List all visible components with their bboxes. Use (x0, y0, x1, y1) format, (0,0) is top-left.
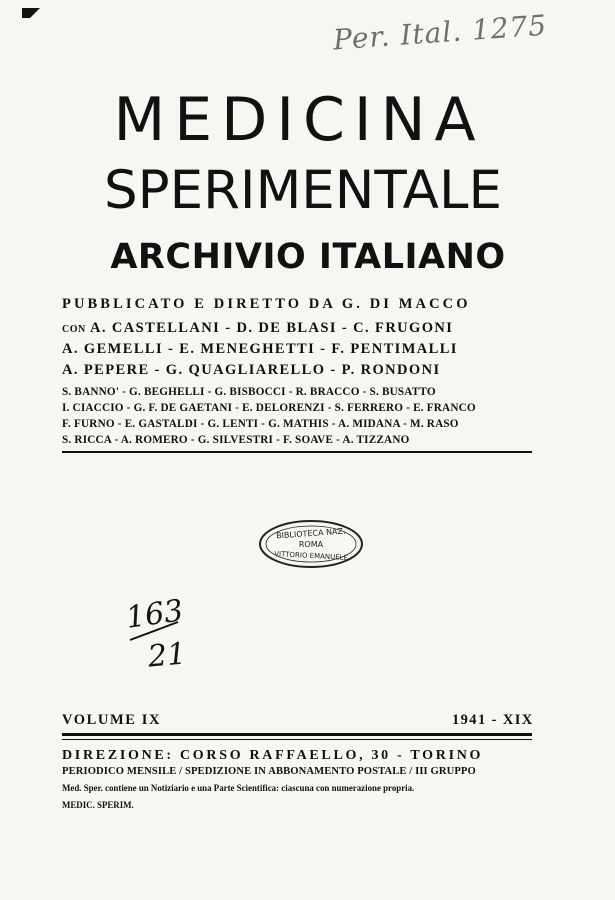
corner-mark-icon (22, 8, 40, 18)
contributors-line: I. CIACCIO - G. F. DE GAETANI - E. DELORENZI - S. FERRERO - E. FRANCO (62, 402, 476, 414)
journal-abbreviation: MEDIC. SPERIM. (62, 800, 134, 810)
contributors-line: S. BANNO' - G. BEGHELLI - G. BISBOCCI - R. BRACCO - S. BUSATTO (62, 386, 436, 398)
collaborators-line-1 (62, 320, 532, 337)
stamp-line2: ROMA (298, 540, 324, 549)
contributors-line: F. FURNO - E. GASTALDI - G. LENTI - G. MATHIS - A. MIDANA - M. RASO (62, 418, 459, 430)
collaborators-names-1: A. CASTELLANI - D. DE BLASI - C. FRUGONI (89, 320, 454, 336)
volume-label: VOLUME IX (62, 712, 162, 728)
contributors-line: S. RICCA - A. ROMERO - G. SILVESTRI - F. SOAVE - A. TIZZANO (62, 434, 410, 446)
stamp-line3: VITTORIO EMANUELE (274, 550, 349, 562)
journal-subtitle: ARCHIVIO ITALIANO (110, 237, 506, 277)
collaborators-prefix: CON (62, 324, 86, 335)
content-note: Med. Sper. contiene un Notiziario e una Parte Scientifica: ciascuna con numerazione propria. (62, 783, 415, 793)
library-stamp (258, 519, 364, 569)
stamp-line1: BIBLIOTECA NAZ. (275, 526, 346, 541)
journal-title-line1: MEDICINA (113, 85, 485, 155)
collaborators-line-3: A. PEPERE - G. QUAGLIARELLO - P. RONDONI (62, 362, 441, 378)
collaborators-line-2: A. GEMELLI - E. MENEGHETTI - F. PENTIMALLI (62, 341, 458, 357)
handwritten-number-top: 163 (123, 593, 186, 636)
journal-title-line2: SPERIMENTALE (104, 160, 502, 221)
divider-thick (62, 733, 532, 736)
year-label: 1941 - XIX (452, 712, 534, 728)
library-shelfmark: Per. Ital. 1275 (332, 8, 549, 57)
periodical-info: PERIODICO MENSILE / SPEDIZIONE IN ABBONAMENTO POSTALE / III GRUPPO (62, 766, 476, 777)
handwritten-number-bottom: 21 (146, 636, 188, 675)
divider (62, 451, 532, 453)
editorial-address: DIREZIONE: CORSO RAFFAELLO, 30 - TORINO (62, 748, 484, 763)
divider-thin (62, 739, 532, 740)
publisher-line: PUBBLICATO E DIRETTO DA G. DI MACCO (62, 296, 471, 312)
